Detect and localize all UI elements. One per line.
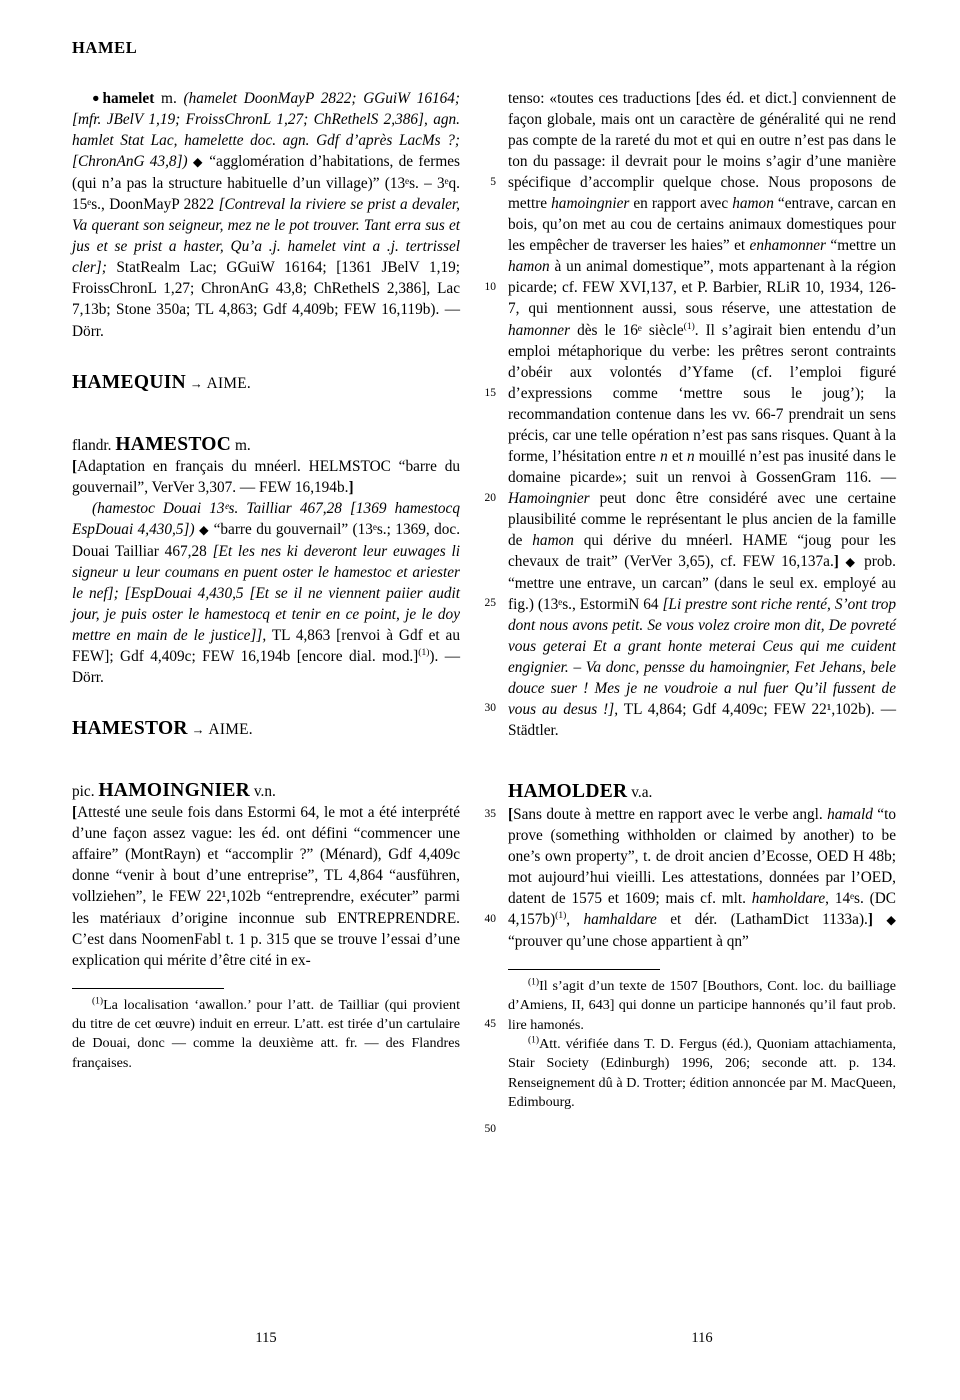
comment-part-4: “mettre un bbox=[826, 237, 896, 255]
citation-1: [Et les nes ki deveront leur euwages li signeur u leur coumans en puent oster le hamestoc et ariester le nef]; bbox=[72, 542, 460, 602]
footnote-rule bbox=[508, 969, 660, 970]
citation: [Li prestre sont riche renté, S’ont trop dont nous avons petit. Se vous volez croire mon dit, De povreté vous geterai Et a grant honte meterai Ceus qui me cuident engignier. – Va donc, pensse du hamoingnier, Fet Jehans, bele douce suer ! Mes je ne voudroie a nul fuer Qu’il fussent de vous au desus !], bbox=[508, 596, 897, 719]
footnote-marker: (1) bbox=[528, 977, 540, 988]
entry-hamestor bbox=[72, 718, 460, 740]
comment-part-8: et bbox=[667, 447, 687, 465]
line-number-spacer bbox=[470, 930, 496, 951]
left-column bbox=[72, 88, 460, 1073]
right-column bbox=[508, 88, 896, 1113]
line-number-spacer bbox=[470, 1077, 496, 1098]
definition: “prouver qu’une chose appartient à qn” bbox=[508, 932, 749, 950]
definition: “agglomération d’habitations, de fermes (qui n’a pas la structure habituelle d’un village)” bbox=[72, 153, 460, 193]
line-number-spacer bbox=[470, 888, 496, 909]
line-number: 45 bbox=[484, 1018, 496, 1031]
entry-hamestoc-body bbox=[72, 498, 460, 688]
line-number: 50 bbox=[484, 1123, 496, 1136]
arrow-icon: → bbox=[189, 375, 203, 391]
line-number-spacer bbox=[470, 446, 496, 467]
entry-spacer bbox=[72, 394, 460, 434]
line-number-spacer bbox=[470, 551, 496, 572]
line-number-spacer bbox=[470, 404, 496, 425]
line-number: 10 bbox=[484, 281, 496, 294]
etymology-text: Adaptation en français du mnéerl. HELMSTOC “barre du gouvernail”, VerVer 3,307. — FEW 16,194b. bbox=[72, 457, 460, 496]
line-number-spacer bbox=[470, 762, 496, 783]
etymology-part-5: et dér. (LathamDict 1133a). bbox=[656, 910, 868, 928]
diamond-bullet-icon: ◆ bbox=[192, 155, 204, 170]
form-list: (hamelet DoonMayP 2822; GGuiW 16164; [mfr. JBelV 1,19; FroissChronL 1,27; ChRethelS 2,386], agn. hamlet Stat Lac, hamelette doc. agn. Gdf d’après LacMs ?; [ChronAnG 43,8]) bbox=[72, 90, 461, 171]
comment-part-10: peut donc être considéré avec une certaine plausibilité comme le représentant le plus ancien de la famille de bbox=[508, 489, 896, 549]
comment-part-11: qui dérive du mnéerl. HAME “joug pour les chevaux de trait” (VerVer 3,65), cf. FEW 16,137a. bbox=[508, 531, 896, 571]
line-number-spacer bbox=[470, 972, 496, 993]
grammar-label: v.a. bbox=[631, 784, 653, 802]
line-number-spacer bbox=[470, 467, 496, 488]
footnote-spacer bbox=[72, 971, 460, 988]
line-number: 5 bbox=[490, 176, 496, 189]
citation-2: [EspDouai 4,430,5 [Et se il ne viennent paiier audit jour, je puis oster le hamestocq et tenir en ce point, je le doy mettre en main de le justice]], bbox=[72, 584, 461, 645]
line-number-spacer bbox=[470, 572, 496, 593]
etymology-part-2: “to prove (something withholden or claimed by another) to be one’s own property”, t. de droit ancien d’Ecosse, OED H 48b; mot aujourd’hui vieilli. Les attestations, données par l’OED, datent de 1575 et 1609; mais cf. mlt. bbox=[508, 805, 896, 907]
line-number-spacer bbox=[470, 341, 496, 362]
footnote-block-left bbox=[72, 996, 460, 1074]
headword-hamelet: hamelet bbox=[102, 90, 155, 107]
line-number-spacer bbox=[470, 320, 496, 341]
references: StatRealm Lac; GGuiW 16164; [1361 JBelV 1,19; FroissChronL 1,27; ChronAnG 43,8; ChRethelS 2,386], Lac 7,13b; Stone 350a; TL 4,863; Gdf 4,409b; FEW 16,119b). bbox=[72, 259, 460, 319]
references: TL 4,863 [renvoi à Gdf et au FEW]; Gdf 4,409c; FEW 16,194b [encore dial. mod.] bbox=[72, 627, 460, 666]
dialect-label: flandr. bbox=[72, 436, 112, 454]
bracket-close: ] bbox=[867, 910, 873, 928]
entry-hamequin bbox=[72, 372, 460, 394]
entry-spacer bbox=[72, 342, 460, 372]
line-number-spacer bbox=[470, 951, 496, 972]
entry-hamoingnier-head bbox=[72, 780, 460, 802]
entry-hamestoc-etymology bbox=[72, 456, 460, 498]
line-number-spacer bbox=[470, 677, 496, 698]
author-attribution: — Dörr. bbox=[72, 648, 460, 687]
line-number-spacer bbox=[470, 1056, 496, 1077]
footnote-item bbox=[72, 996, 460, 1074]
entry-hamoingnier-continuation bbox=[508, 88, 896, 741]
headword-hamestor: HAMESTOR bbox=[72, 718, 188, 740]
entry-spacer bbox=[72, 740, 460, 780]
etymology-part-1: Sans doute à mettre en rapport avec le verbe angl. bbox=[513, 805, 828, 823]
italic-term-hamon-3: hamon bbox=[532, 531, 574, 549]
line-number-spacer bbox=[470, 193, 496, 214]
bracket-open: [ bbox=[72, 457, 78, 475]
line-number: 35 bbox=[484, 807, 496, 820]
italic-letter-n-1: n bbox=[660, 447, 668, 465]
grammar-label: v.n. bbox=[253, 783, 276, 801]
line-number-spacer bbox=[470, 88, 496, 109]
author-attribution: — Dörr. bbox=[72, 301, 460, 340]
citation: [Contreval la riviere se prist a devaler, Va querant son seigneur, mez ne le pot trouver. Tant erra sus et jus et se prist a haster, Qu’a .j. hamelet vint a .j. tertrissel cler]; bbox=[72, 196, 460, 277]
line-number-spacer bbox=[470, 425, 496, 446]
italic-term-hamald: hamald bbox=[827, 805, 873, 823]
references: TL 4,864; Gdf 4,409c; FEW 22¹,102b). bbox=[623, 701, 875, 719]
line-number-spacer bbox=[470, 614, 496, 635]
line-number-spacer bbox=[470, 362, 496, 383]
headword-hamolder: HAMOLDER bbox=[508, 781, 628, 803]
line-number-spacer bbox=[470, 825, 496, 846]
entry-spacer bbox=[72, 688, 460, 718]
etymology-part-3: , 14ᵉs. (DC 4,157b) bbox=[508, 889, 896, 928]
footnote-text: La localisation ‘awallon.’ pour l’att. de Tailliar (qui provient du titre de cet œuvre) induit en erreur. L’att. est tirée d’un cartulaire de Douai, donc — comme la deuxième att. fr. — des Flandres françaises. bbox=[72, 996, 460, 1071]
comment-part-3: “entrave, carcan en bois, qu’on met au cou de certains animaux domestiques pour les empêcher de traverser les haies” et bbox=[508, 195, 896, 255]
grammar-label: m. bbox=[234, 436, 251, 454]
line-number-spacer bbox=[470, 214, 496, 235]
headword-hamestoc: HAMESTOC bbox=[115, 433, 232, 455]
comment-part-9: mouillé n’est pas inusité dans le domaine picarde»; suit un renvoi à GossenGram 116. — bbox=[508, 447, 896, 486]
footnote-marker: (1) bbox=[528, 1035, 540, 1046]
footnote-text: Att. vérifiée dans T. D. Fergus (éd.), Quoniam attachiamenta, Stair Society (Edinburgh) 1996, 206; seconde att. p. 134. Renseignement dû à D. Trotter; édition annoncée par M. MacQueen, Edimbourg. bbox=[508, 1036, 896, 1111]
italic-term-hamon-2: hamon bbox=[508, 258, 550, 276]
round-bullet-icon: ● bbox=[92, 91, 103, 105]
footnote-spacer bbox=[508, 952, 896, 969]
dating: (13ᵉs.; 1369, doc. Douai Tailliar 467,28 bbox=[72, 520, 461, 560]
definition: prob. “mettre une entrave, un carcan” (dans le seul ex. employé au fig.) bbox=[508, 553, 897, 614]
line-number-spacer bbox=[470, 635, 496, 656]
line-number: 15 bbox=[484, 386, 496, 399]
footnote-item bbox=[508, 1035, 896, 1113]
line-number-spacer bbox=[470, 846, 496, 867]
form-list: (hamestoc Douai 13ᵉs. Tailliar 467,28 [1369 hamestocq EspDouai 4,430,5]) bbox=[72, 499, 460, 538]
italic-term-hamoingnier-2: Hamoingnier bbox=[508, 489, 590, 507]
line-number-spacer bbox=[470, 993, 496, 1014]
line-number: 25 bbox=[484, 597, 496, 610]
line-number-spacer bbox=[470, 109, 496, 130]
entry-hamolder-body bbox=[508, 804, 896, 952]
bracket-close: ] bbox=[833, 553, 839, 571]
footnote-reference: (1) bbox=[418, 647, 430, 658]
folio-right: 116 bbox=[691, 1330, 713, 1346]
line-number: 40 bbox=[484, 912, 496, 925]
definition: “barre du gouvernail” bbox=[213, 520, 349, 538]
bracket-close: ] bbox=[348, 478, 354, 496]
line-number-spacer bbox=[470, 783, 496, 804]
author-attribution: — Städtler. bbox=[508, 701, 896, 740]
italic-term-hamoingnier: hamoingnier bbox=[551, 195, 630, 213]
footnote-rule bbox=[72, 988, 224, 989]
line-number-gutter bbox=[470, 88, 496, 1140]
cross-reference-target: AIME. bbox=[206, 374, 252, 392]
line-number-spacer bbox=[470, 719, 496, 740]
line-number-spacer bbox=[470, 256, 496, 277]
dating: (13ᵉs., EstormiN 64 bbox=[537, 596, 659, 614]
line-number-spacer bbox=[470, 530, 496, 551]
references-end: ). bbox=[429, 648, 439, 666]
line-number-spacer bbox=[470, 656, 496, 677]
entry-hamolder-head bbox=[508, 781, 896, 803]
cross-reference-target: AIME. bbox=[208, 721, 253, 739]
entry-spacer bbox=[508, 741, 896, 781]
italic-term-hamholdare: hamholdare bbox=[751, 889, 826, 907]
comment-part-1: tenso: «toutes ces traductions [des éd. et dict.] conviennent de façon globale, mais ont un caractère de généralité qui ne rend pas compte de la rareté du mot et qui en outre n’est pas dans le ton du passage: il devrait pour le moins s’agir d’une manière spécifique d’accomplir quelque chose. Nous proposons de mettre bbox=[508, 90, 896, 213]
arrow-icon: → bbox=[191, 722, 205, 738]
line-number-spacer bbox=[470, 867, 496, 888]
dating: (13ᵉs. – 3ᵉq. 15ᵉs., DoonMayP 2822 bbox=[72, 175, 460, 214]
footnote-reference: (1) bbox=[555, 910, 567, 921]
diamond-bullet-icon: ◆ bbox=[845, 555, 858, 570]
line-number-spacer bbox=[470, 130, 496, 151]
comment-part-2: en rapport avec bbox=[629, 195, 733, 213]
entry-hamelet bbox=[72, 88, 460, 342]
footnote-reference: (1) bbox=[683, 321, 695, 332]
headword-hamoingnier: HAMOINGNIER bbox=[98, 780, 251, 802]
comment-part-6: dès le 16ᵉ siècle bbox=[570, 321, 684, 339]
line-number: 30 bbox=[484, 702, 496, 715]
line-number-spacer bbox=[470, 509, 496, 530]
italic-term-hamhaldare: hamhaldare bbox=[583, 910, 657, 928]
line-number-spacer bbox=[470, 1098, 496, 1119]
line-number-spacer bbox=[470, 298, 496, 319]
italic-term-enhamonner: enhamonner bbox=[749, 237, 827, 255]
footnote-block-right bbox=[508, 977, 896, 1113]
line-number-spacer bbox=[470, 740, 496, 761]
entry-hamestoc-head bbox=[72, 434, 460, 456]
grammar-label: m. bbox=[161, 90, 177, 107]
running-head: HAMEL bbox=[72, 38, 138, 57]
comment-part-5: à un animal domestique”, mots appartenant à la région picarde; cf. FEW XVI,137, et P. Barbier, RLiR 10, 1934, 126-7, qui mentionnent aussi, sous réserve, une attestation de bbox=[508, 258, 896, 318]
line-number-spacer bbox=[470, 1035, 496, 1056]
dialect-label: pic. bbox=[72, 783, 95, 801]
diamond-bullet-icon: ◆ bbox=[198, 522, 210, 537]
line-number-spacer bbox=[470, 151, 496, 172]
line-number: 20 bbox=[484, 491, 496, 504]
comment-text: Attesté une seule fois dans Estormi 64, le mot a été interprété d’une façon assez vague: les éd. ont défini “commencer une affaire” (MontRayn) et “accomplir ?” (Ménard), Gdf 4,409c donne “venir à bout d’une entreprise”, TL 4,864 “ausführen, vollziehen”, le FEW 22¹,102b “entreprendre, exécuter” parmi les matériaux d’origine inconnue sub ENTREPRENDRE. C’est dans NoomenFabl t. 1 p. 315 que se trouve l’essai d’une explication qui mérite d’être cité in ex- bbox=[72, 804, 460, 969]
comment-part-7: . Il s’agirait bien entendu d’un emploi métaphorique du verbe: les prêtres seront contraints d’obéir aux volontés d’Yfame (cf. l’emploi figuré d’expressions comme ‘mettre sous le joug’); la recommandation contenue dans les vv. 66-7 prendrait un sens précis, car une telle opération n’est pas sans risques. Quant à la forme, l’hésitation entre bbox=[508, 321, 896, 465]
entry-hamoingnier-comment bbox=[72, 802, 460, 970]
diamond-bullet-icon: ◆ bbox=[886, 912, 896, 927]
footnote-text: Il s’agit d’un texte de 1507 [Bouthors, Cont. loc. du bailliage d’Amiens, II, 643] qui donne un participe hannonés qu’il faut prob. lire hamonés. bbox=[508, 977, 896, 1033]
italic-term-hamonner: hamonner bbox=[508, 321, 571, 339]
folio-left: 115 bbox=[255, 1330, 277, 1346]
bracket-open: [ bbox=[72, 804, 78, 822]
footnote-marker: (1) bbox=[92, 995, 104, 1006]
etymology-part-4: , bbox=[566, 910, 584, 928]
line-number-spacer bbox=[470, 235, 496, 256]
italic-term-hamon: hamon bbox=[732, 195, 774, 213]
headword-hamequin: HAMEQUIN bbox=[72, 371, 186, 393]
bracket-open: [ bbox=[508, 805, 514, 823]
italic-letter-n-2: n bbox=[686, 447, 695, 465]
footnote-item bbox=[508, 977, 896, 1035]
